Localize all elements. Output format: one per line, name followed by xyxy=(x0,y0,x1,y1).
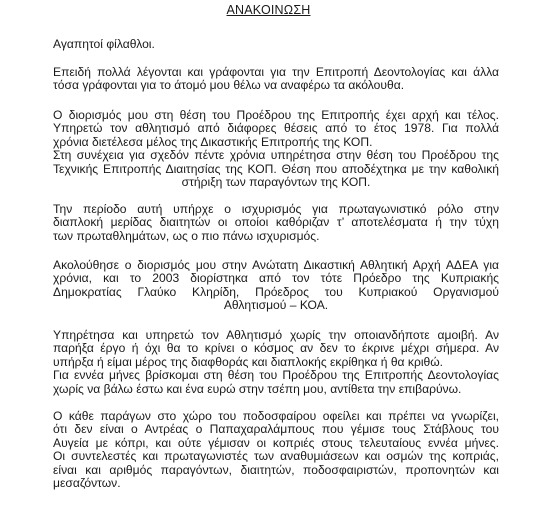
text-line: υπήρξα ή είμαι μέρος της διαφθοράς και διαπλοκής εκρίθηκα ή θα κριθώ. xyxy=(53,354,444,369)
text-line: χρόνια διετέλεσα μέλος της Δικαστικής Επιτροπής της ΚΟΠ. xyxy=(53,134,373,149)
text-line: ότι δεν είναι ο Αντρέας ο Παπαχαραλάμπους που γέμισε τους Στάβλους του xyxy=(53,422,499,437)
text-line: Υπηρέτησα και υπηρετώ τον Αθλητισμό χωρίς την οποιανδήποτε αμοιβή. Αν xyxy=(53,328,499,342)
text-line: Ο κάθε παράγων στο χώρο του ποδοσφαίρου οφείλει και πρέπει να γνωρίζει, xyxy=(53,409,499,423)
text-line: χωρίς να βάλω έστω και ένα ευρώ στην τσέπη μου, αντίθετα την επιβαρύνω. xyxy=(53,381,462,396)
text-line: χρόνια, και το 2003 διορίστηκα από τον τότε Πρόεδρο της Κυπριακής xyxy=(53,271,499,286)
text-line: Ο διορισμός μου στη θέση του Προέδρου της Επιτροπής έχει αρχή και τέλος. xyxy=(53,108,499,122)
text-line: Αυγεία με κόπρι, και ούτε γέμισαν οι κοπριές στους τελευταίους εννέα μήνες. xyxy=(53,435,499,450)
text-line: Ακολούθησε ο διορισμός μου στην Ανώτατη Δικαστική Αθλητική Αρχή ΑΔΕΑ για xyxy=(53,258,499,272)
text-line: Τεχνικής Επιτροπής Διαιτησίας της ΚΟΠ. Θέση που αποδέχτηκα με την καθολική xyxy=(53,161,499,176)
text-line: Οι συντελεστές και πρωταγωνιστές των αναθυμιάσεων και οσμών της κοπριάς, xyxy=(53,449,499,464)
paragraph-intro xyxy=(53,66,499,93)
text-line: Για εννέα μήνες βρίσκομαι στη θέση του Προέδρου της Επιτροπής Δεοντολογίας xyxy=(53,368,499,383)
text-line: τόσα γράφονται για το άτομό μου θέλω να αναφέρω τα ακόλουθα. xyxy=(53,78,405,93)
paragraph-adea xyxy=(53,259,499,313)
text-line: στήριξη των παραγόντων της ΚΟΠ. xyxy=(181,175,371,190)
document-title: ΑΝΑΚΟΙΝΩΣΗ xyxy=(226,3,311,17)
text-line: Την περίοδο αυτή υπήρχε ο ισχυρισμός για πρωταγωνιστικό ρόλο στην xyxy=(53,202,499,216)
text-line: είναι και αριθμός παραγόντων, διαιτητών, ποδοσφαιριστών, προπονητών και xyxy=(53,462,499,477)
text-line: Υπηρετώ τον αθλητισμό από διάφορες θέσεις από το έτος 1978. Για πολλά xyxy=(53,121,499,136)
paragraph-period xyxy=(53,203,499,243)
text-line: των πρωταθλημάτων, ως ο πιο πάνω ισχυρισμός. xyxy=(53,228,320,243)
text-line: Δημοκρατίας Γλαύκο Κληρίδη, Πρόεδρος του Κυπριακού Οργανισμού xyxy=(53,284,499,299)
paragraph-service xyxy=(53,329,499,396)
text-line: Στη συνέχεια για σχεδόν πέντε χρόνια υπηρέτησα στην θέση του Προέδρου της xyxy=(53,148,499,163)
text-line: Επειδή πολλά λέγονται και γράφονται για την Επιτροπή Δεοντολογίας και άλλα xyxy=(53,65,499,79)
text-line: παρήξα έργο ή όχι θα το κρίνει ο κόσμος αν δεν το έκρινε μέχρι σήμερα. Αν xyxy=(53,341,499,356)
paragraph-appointment xyxy=(53,109,499,189)
paragraph-stables xyxy=(53,410,499,490)
text-line: Αγαπητοί φίλαθλοι. xyxy=(53,37,155,51)
text-line: διαπλοκή μερίδας διαιτητών οι οποίοι καθόριζαν τ’ αποτελέσματα ή την τύχη xyxy=(53,215,499,230)
text-line: Αθλητισμού – ΚΟΑ. xyxy=(223,298,329,313)
text-line: μεσαζόντων. xyxy=(53,476,121,491)
paragraph-greeting xyxy=(53,38,499,51)
